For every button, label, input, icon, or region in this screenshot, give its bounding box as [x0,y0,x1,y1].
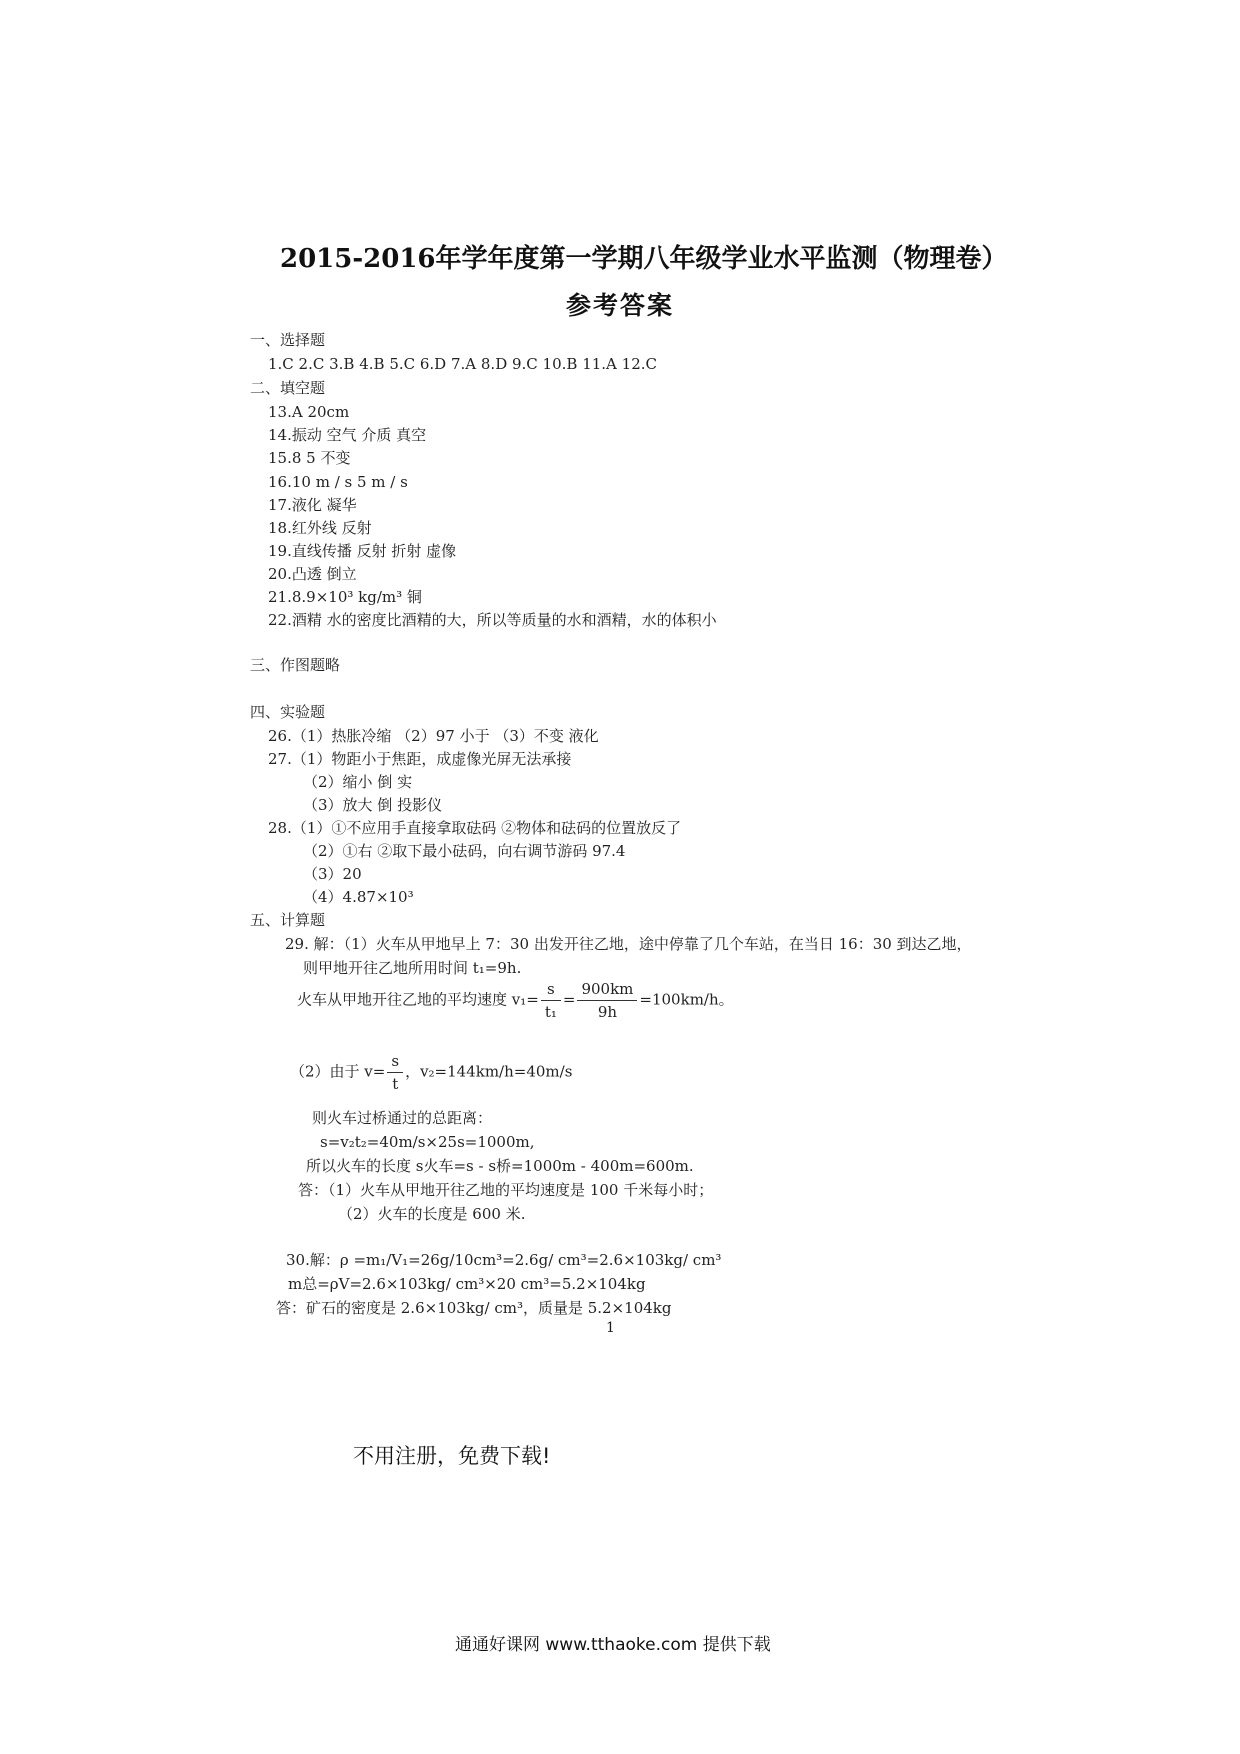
fraction [541,978,561,1023]
section-heading-calculation: 五、计算题 [250,911,326,929]
calc-q29-answer: （2）火车的长度是 600 米. [338,1205,526,1223]
fill-answer: 21.8.9×10³ kg/m³ 铜 [268,588,422,606]
page-title: 2015-2016年学年度第一学期八年级学业水平监测（物理卷） [280,244,1008,274]
calc-q30-line: m总=ρV=2.6×103kg/ cm³×20 cm³=5.2×104kg [288,1275,646,1293]
calc-q29-answer: 答：（1）火车从甲地开往乙地的平均速度是 100 千米每小时； [298,1181,714,1199]
choice-answers: 1.C 2.C 3.B 4.B 5.C 6.D 7.A 8.D 9.C 10.B 11.A 12.C [268,355,657,373]
fraction-denominator: 9h [597,1003,618,1021]
fraction [387,1050,403,1095]
calc-q29-line: 所以火车的长度 s火车=s - s桥=1000m - 400m=600m. [306,1157,694,1175]
fill-answer: 15.8 5 不变 [268,449,351,467]
page-subtitle: 参考答案 [566,291,675,320]
calc-text: ，v₂=144km/h=40m/s [405,1062,573,1081]
experiment-q27-line: 27.（1）物距小于焦距，成虚像光屏无法承接 [268,750,572,768]
footer-credit: 通通好课网 www.tthaoke.com 提供下载 [455,1635,771,1655]
experiment-q27-line: （2）缩小 倒 实 [303,773,413,791]
calc-text: （2）由于 v= [290,1062,386,1081]
calc-q29-line: 则甲地开往乙地所用时间 t₁=9h. [303,959,522,977]
calc-text: 火车从甲地开往乙地的平均速度 v₁= [297,990,539,1009]
fraction [577,978,637,1023]
experiment-q26: 26.（1）热胀冷缩 （2）97 小于 （3）不变 液化 [268,727,599,745]
fill-answer: 16.10 m / s 5 m / s [268,473,408,491]
fill-answer: 17.液化 凝华 [268,496,357,514]
experiment-q27-line: （3）放大 倒 投影仪 [303,796,443,814]
experiment-q28-line: （2）①右 ②取下最小砝码，向右调节游码 97.4 [303,842,626,860]
fraction-numerator: s [541,978,561,1001]
experiment-q28-line: （4）4.87×10³ [303,888,414,906]
fill-answer: 13.A 20cm [268,403,350,421]
fraction-denominator: t [392,1075,399,1093]
fraction-denominator: t₁ [544,1003,557,1021]
fill-answer: 18.红外线 反射 [268,519,372,537]
calc-q29-line: s=v₂t₂=40m/s×25s=1000m, [320,1133,535,1151]
section-heading-experiment: 四、实验题 [250,703,326,721]
section-heading-drawing: 三、作图题略 [250,656,341,674]
calc-q29-speed-formula [290,1050,572,1095]
calc-q29-line: 则火车过桥通过的总距离： [312,1109,493,1127]
section-heading-choice: 一、选择题 [250,331,326,349]
fill-answer: 14.振动 空气 介质 真空 [268,426,427,444]
fraction-numerator: s [387,1050,403,1073]
calc-q29-average-speed [297,978,734,1023]
calc-q29-line: 29. 解：（1）火车从甲地早上 7：30 出发开往乙地，途中停靠了几个车站，在当日 16：30 到达乙地， [285,935,972,953]
calc-text: = [562,990,576,1009]
calc-q30-answer: 答：矿石的密度是 2.6×103kg/ cm³，质量是 5.2×104kg [276,1299,672,1317]
fill-answer: 19.直线传播 反射 折射 虚像 [268,542,457,560]
section-heading-fill: 二、填空题 [250,379,326,397]
promo-text: 不用注册，免费下载! [353,1444,551,1468]
fill-answer: 20.凸透 倒立 [268,565,357,583]
fill-answer: 22.酒精 水的密度比酒精的大，所以等质量的水和酒精，水的体积小 [268,611,717,629]
calc-text: =100km/h。 [639,990,734,1009]
page-number: 1 [606,1320,615,1336]
experiment-q28-line: 28.（1）①不应用手直接拿取砝码 ②物体和砝码的位置放反了 [268,819,682,837]
experiment-q28-line: （3）20 [303,865,362,883]
calc-q30-line: 30.解：ρ =m₁/V₁=26g/10cm³=2.6g/ cm³=2.6×103kg/ cm³ [286,1251,722,1269]
fraction-numerator: 900km [577,978,637,1001]
